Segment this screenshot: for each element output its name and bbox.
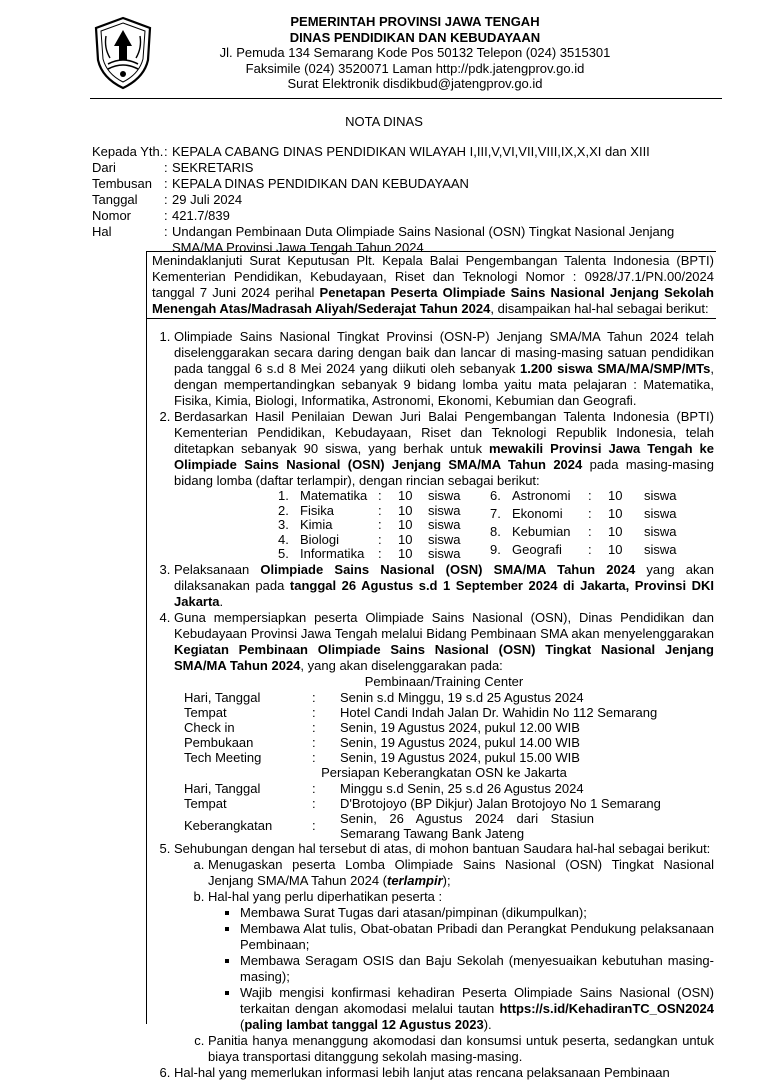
point-4: 4. Guna mempersiapkan peserta Olimpiade Sains Nasional (OSN), Dinas Pendidikan dan Kebudayaan Provinsi Jawa Tengah melalui Bidang Pembinaan SMA akan menyelenggarakan Kegiatan Pembinaan Olimpiade Sains Nasional (OSN) Tingkat Nasional Jenjang SMA/MA Tahun 2024, yang akan diselenggarakan pada: Pembinaan/Training Center Hari, Tanggal : Senin s.d Minggu, 19 s.d 25 Agustus 2024 Tempat : Hotel Candi Indah Jalan Dr. Wahidin No 112 Semarang Check in : Senin, 19 Agustus 2024, pukul 12.00 WIB Pembukaan : Senin, 19 Agustus 2024, pukul 14.00 WIB Tech Meeting : Senin, 19 Agustus 2024, pukul 15.00 WIB Persiapan Keberangkatan OSN ke Jakarta Hari, Tanggal : Minggu s.d Senin, 25 s.d 26 Agustus 2024 Tempat : D'Brotojoyo (BP Dikjur) Jalan Brotojoyo No 1 Semarang Keberangkatan : Senin, 26 Agustus 2024 dari Stasiun Semarang Tawang Bank Jateng — [174, 610, 714, 841]
address-key: Kepada Yth. — [92, 144, 164, 159]
agency-address: Jl. Pemuda 134 Semarang Kode Pos 50132 Telepon (024) 3515301 — [219, 45, 611, 60]
jawa-tengah-coat-of-arms-icon — [92, 16, 154, 90]
schedule-row: Tempat : D'Brotojoyo (BP Dikjur) Jalan Brotojoyo No 1 Semarang — [184, 795, 661, 811]
address-value: Undangan Pembinaan Duta Olimpiade Sains Nasional (OSN) Tingkat Nasional Jenjang SMA/MA Provinsi Jawa Tengah Tahun 2024 — [172, 224, 675, 255]
address-value: KEPALA DINAS PENDIDIKAN DAN KEBUDAYAAN — [172, 176, 469, 191]
point-5: 5. Sehubungan dengan hal tersebut di atas, di mohon bantuan Saudara hal-hal sebagai berikut: a. Menugaskan peserta Lomba Olimpiade Sains Nasional (OSN) Tingkat Nasional Jenjang SMA/MA Tahun 2024 (terlampir); b. Hal-hal yang perlu diperhatikan peserta : ▪ Membawa Surat Tugas dari atasan/pimpinan (dikumpulkan); ▪ Membawa Alat tulis, Obat-obatan Pribadi dan Perangkat Pendukung pelaksanaan Pembinaan; ▪ Membawa Seragam OSIS dan Baju Sekolah (menyesuaikan kebutuhan masing-masing); ▪ Wajib mengisi konfirmasi kehadiran Peserta Olimpiade Sains Nasional (OSN) terkaitan dengan akomodasi melalui tautan https://s.id/KehadiranTC_OSN2024 (paling lambat tanggal 12 Agustus 2023). c. Panitia hanya menanggung akomodasi dan konsumsi untuk peserta, sedangkan untuk biaya transportasi ditanggung sekolah masing-masing. — [174, 841, 714, 1065]
bidang-row: 8. Kebumian : 10 siswa — [490, 524, 677, 540]
letterhead-divider — [90, 98, 722, 99]
address-value: SEKRETARIS — [172, 160, 254, 175]
requirement-item: ▪ Wajib mengisi konfirmasi kehadiran Peserta Olimpiade Sains Nasional (OSN) terkaitan dengan akomodasi melalui tautan https://s.id/KehadiranTC_OSN2024 (paling lambat tanggal 12 Agustus 2023). — [240, 985, 714, 1033]
address-value: 421.7/839 — [172, 208, 230, 223]
departure-title: Persiapan Keberangkatan OSN ke Jakarta — [321, 764, 567, 780]
bidang-row: 4. Biologi : 10 siswa — [278, 531, 461, 547]
point-6: 6. Hal-hal yang memerlukan informasi lebih lanjut atas rencana pelaksanaan Pembinaan — [174, 1065, 714, 1081]
training-table — [184, 690, 704, 765]
bidang-row: 5. Informatika : 10 siswa — [278, 546, 461, 561]
address-block — [92, 144, 692, 256]
requirement-item: ▪ Membawa Seragam OSIS dan Baju Sekolah (menyesuaikan kebutuhan masing-masing); — [240, 953, 714, 985]
address-key: Nomor — [92, 208, 132, 223]
schedule-row: Tempat : Hotel Candi Indah Jalan Dr. Wahidin No 112 Semarang — [184, 704, 658, 720]
requirement-item: ▪ Membawa Surat Tugas dari atasan/pimpinan (dikumpulkan); — [240, 905, 714, 921]
request-b: b. Hal-hal yang perlu diperhatikan peserta : ▪ Membawa Surat Tugas dari atasan/pimpinan (dikumpulkan); ▪ Membawa Alat tulis, Obat-obatan Pribadi dan Perangkat Pendukung pelaksanaan Pembinaan; ▪ Membawa Seragam OSIS dan Baju Sekolah (menyesuaikan kebutuhan masing-masing); ▪ Wajib mengisi konfirmasi kehadiran Peserta Olimpiade Sains Nasional (OSN) terkaitan dengan akomodasi melalui tautan https://s.id/KehadiranTC_OSN2024 (paling lambat tanggal 12 Agustus 2023). — [208, 889, 714, 1033]
bidang-left — [278, 489, 468, 562]
agency-fax-website: Faksimile (024) 3520071 Laman http://pdk.jatengprov.go.id — [245, 60, 585, 76]
body-top-rule — [146, 251, 716, 252]
bidang-table — [174, 489, 714, 562]
bidang-row: 3. Kimia : 10 siswa — [278, 517, 461, 532]
points-list — [152, 329, 714, 1081]
address-row: Tembusan : KEPALA DINAS PENDIDIKAN DAN KEBUDAYAAN — [92, 176, 692, 192]
confirmation-link[interactable]: https://s.id/KehadiranTC_OSN2024 — [499, 1000, 714, 1016]
bidang-row: 6. Astronomi : 10 siswa — [490, 488, 677, 503]
schedule-row: Keberangkatan : Senin, 26 Agustus 2024 dari Stasiun Semarang Tawang Bank Jateng — [184, 810, 594, 841]
point-1: 1. Olimpiade Sains Nasional Tingkat Provinsi (OSN-P) Jenjang SMA/MA Tahun 2024 telah diselenggarakan secara daring dengan baik dan lancar di masing-masing satuan pendidikan pada tanggal 6 s.d 8 Mei 2024 yang diikuti oleh sebanyak 1.200 siswa SMA/MA/SMP/MTs, dengan mempertandingkan sebanyak 9 bidang lomba yaitu mata pelajaran : Matematika, Fisika, Kimia, Biologi, Informatika, Astronomi, Ekonomi, Kebumian dan Geografi. — [174, 329, 714, 409]
bidang-row: 9. Geografi : 10 siswa — [490, 542, 677, 558]
request-a: a. Menugaskan peserta Lomba Olimpiade Sains Nasional (OSN) Tingkat Nasional Jenjang SMA/MA Tahun 2024 (terlampir); — [208, 857, 714, 889]
address-key: Dari — [92, 160, 116, 175]
schedule-row: Check in : Senin, 19 Agustus 2024, pukul 12.00 WIB — [184, 719, 580, 735]
document-title: NOTA DINAS — [345, 114, 423, 129]
gov-name: PEMERINTAH PROVINSI JAWA TENGAH — [290, 14, 540, 29]
intro-paragraph: Menindaklanjuti Surat Keputusan Plt. Kepala Balai Pengembangan Talenta Indonesia (BPTI) Kementerian Pendidikan, Kebudayaan, Riset dan Teknologi Nomor : 0928/J7.1/PN.00/2024 tanggal 7 Juni 2024 perihal Penetapan Peserta Olimpiade Sains Nasional Jenjang Sekolah Menengah Atas/Madrasah Aliyah/Sederajat Tahun 2024, disampaikan hal-hal sebagai berikut: — [152, 253, 715, 316]
address-value: 29 Juli 2024 — [172, 192, 243, 207]
schedule-row: Hari, Tanggal : Minggu s.d Senin, 25 s.d 26 Agustus 2024 — [184, 780, 584, 796]
address-key: Tanggal — [92, 192, 138, 207]
bidang-right — [490, 489, 680, 562]
request-c: c. Panitia hanya menanggung akomodasi dan konsumsi untuk peserta, sedangkan untuk biaya transportasi ditanggung sekolah masing-masing. — [208, 1033, 714, 1065]
letterhead — [0, 10, 768, 98]
point-2: 2. Berdasarkan Hasil Penilaian Dewan Juri Balai Pengembangan Talenta Indonesia (BPTI) Kementerian Pendidikan, Kebudayaan, Riset dan Teknologi Republik Indonesia, telah ditetapkan sebanyak 90 siswa, yang berhak untuk mewakili Provinsi Jawa Tengah ke Olimpiade Sains Nasional (OSN) Jenjang SMA/MA Tahun 2024 pada masing-masing bidang lomba (daftar terlampir), dengan rincian sebagai berikut: 1. Matematika : 10 siswa 2. Fisika : 10 siswa 3. Kimia : 10 siswa 4. Biologi : 10 siswa 5. Informatika : 10 siswa 6. Astronomi : 10 siswa 7. Ekonomi : 10 siswa 8. Kebumian : 10 siswa 9. Geografi : 10 siswa — [174, 409, 714, 562]
bidang-row: 2. Fisika : 10 siswa — [278, 502, 461, 518]
bidang-row: 1. Matematika : 10 siswa — [278, 488, 461, 503]
address-row: Nomor : 421.7/839 — [92, 208, 692, 224]
address-row: Kepada Yth. : KEPALA CABANG DINAS PENDIDIKAN WILAYAH I,III,V,VI,VII,VIII,IX,X,XI dan XIII — [92, 144, 692, 160]
schedule-row: Hari, Tanggal : Senin s.d Minggu, 19 s.d 25 Agustus 2024 — [184, 689, 584, 705]
schedule-row: Pembukaan : Senin, 19 Agustus 2024, pukul 14.00 WIB — [184, 734, 580, 750]
requirements-list — [208, 905, 714, 1033]
training-title: Pembinaan/Training Center — [364, 673, 524, 689]
body-left-rule — [146, 252, 147, 1024]
address-row: Hal : Undangan Pembinaan Duta Olimpiade Sains Nasional (OSN) Tingkat Nasional Jenjang SMA/MA Provinsi Jawa Tengah Tahun 2024 — [92, 224, 692, 256]
letterhead-text — [175, 14, 655, 92]
request-list — [174, 857, 714, 1065]
address-key: Hal — [92, 224, 112, 239]
requirement-item: ▪ Membawa Alat tulis, Obat-obatan Pribadi dan Perangkat Pendukung pelaksanaan Pembinaan; — [240, 921, 714, 953]
address-value: KEPALA CABANG DINAS PENDIDIKAN WILAYAH I,III,V,VI,VII,VIII,IX,X,XI dan XIII — [172, 144, 650, 159]
address-row: Tanggal : 29 Juli 2024 — [92, 192, 692, 208]
schedule-row: Tech Meeting : Senin, 19 Agustus 2024, pukul 15.00 WIB — [184, 749, 580, 765]
bidang-row: 7. Ekonomi : 10 siswa — [490, 506, 677, 522]
address-key: Tembusan — [92, 176, 152, 191]
agency-name: DINAS PENDIDIKAN DAN KEBUDAYAAN — [289, 29, 541, 45]
address-row: Dari : SEKRETARIS — [92, 160, 692, 176]
letter-body — [152, 253, 714, 1081]
point-3: 3. Pelaksanaan Olimpiade Sains Nasional (OSN) SMA/MA Tahun 2024 yang akan dilaksanakan pada tanggal 26 Agustus s.d 1 September 2024 di Jakarta, Provinsi DKI Jakarta. — [174, 562, 714, 610]
departure-table — [184, 781, 704, 841]
agency-email: Surat Elektronik disdikbud@jatengprov.go.id — [287, 76, 543, 91]
